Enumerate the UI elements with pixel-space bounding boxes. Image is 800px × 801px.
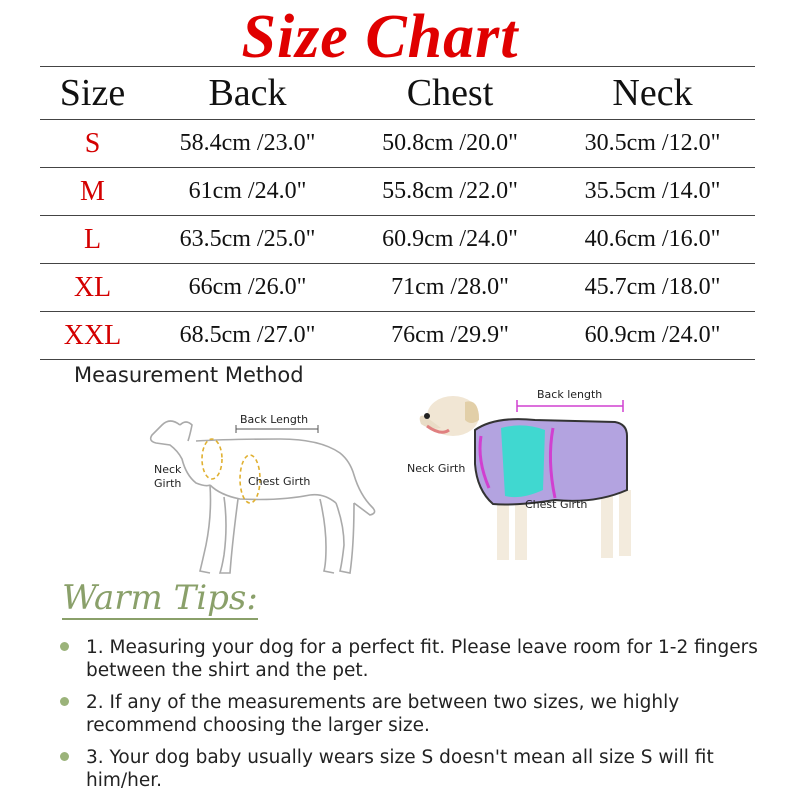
size-cell: XXL xyxy=(40,312,145,360)
neck-cell: 30.5cm /12.0" xyxy=(550,120,755,168)
header-size: Size xyxy=(40,67,145,120)
header-back: Back xyxy=(145,67,350,120)
neck-cell: 40.6cm /16.0" xyxy=(550,216,755,264)
neck-cell: 60.9cm /24.0" xyxy=(550,312,755,360)
table-row xyxy=(40,120,755,168)
neck-girth-mark xyxy=(202,439,222,479)
warm-tips-heading: Warm Tips: xyxy=(62,578,258,618)
table-row xyxy=(40,264,755,312)
dog-sketch-illustration xyxy=(140,395,390,585)
size-table xyxy=(40,66,755,360)
chest-cell: 55.8cm /22.0" xyxy=(350,168,550,216)
chest-cell: 60.9cm /24.0" xyxy=(350,216,550,264)
page-title: Size Chart xyxy=(241,3,519,71)
tip-text: 1. Measuring your dog for a perfect fit. Please leave room for 1-2 fingers between the shirt and the pet. xyxy=(86,637,758,681)
back-cell: 58.4cm /23.0" xyxy=(145,120,350,168)
size-cell: M xyxy=(40,168,145,216)
photo-neck-girth-label: Neck Girth xyxy=(407,462,466,475)
back-cell: 61cm /24.0" xyxy=(145,168,350,216)
dog-outline xyxy=(151,421,375,573)
neck-cell: 35.5cm /14.0" xyxy=(550,168,755,216)
list-item xyxy=(60,691,760,737)
list-item xyxy=(60,746,760,792)
bullet-icon xyxy=(60,752,69,761)
tips-list xyxy=(60,636,760,801)
list-item xyxy=(60,636,760,682)
table-row xyxy=(40,216,755,264)
chest-cell: 76cm /29.9" xyxy=(350,312,550,360)
back-cell: 68.5cm /27.0" xyxy=(145,312,350,360)
table-header-row xyxy=(40,67,755,120)
header-neck: Neck xyxy=(550,67,755,120)
back-cell: 66cm /26.0" xyxy=(145,264,350,312)
sketch-neck-label: Neck xyxy=(154,463,182,476)
table-row xyxy=(40,312,755,360)
measurement-method-title: Measurement Method xyxy=(74,363,304,387)
size-cell: S xyxy=(40,120,145,168)
neck-cell: 45.7cm /18.0" xyxy=(550,264,755,312)
header-chest: Chest xyxy=(350,67,550,120)
photo-back-length-label: Back length xyxy=(537,388,603,401)
tip-text: 3. Your dog baby usually wears size S doesn't mean all size S will fit him/her. xyxy=(86,747,714,791)
table-row xyxy=(40,168,755,216)
sketch-back-length-label: Back Length xyxy=(240,413,309,426)
photo-chest-girth-label: Chest Girth xyxy=(525,498,588,511)
chest-cell: 71cm /28.0" xyxy=(350,264,550,312)
chest-cell: 50.8cm /20.0" xyxy=(350,120,550,168)
dog-vest-photo xyxy=(405,380,660,580)
size-cell: XL xyxy=(40,264,145,312)
size-cell: L xyxy=(40,216,145,264)
sketch-chest-girth-label: Chest Girth xyxy=(248,475,311,488)
back-cell: 63.5cm /25.0" xyxy=(145,216,350,264)
bullet-icon xyxy=(60,697,69,706)
sketch-girth-label: Girth xyxy=(154,477,182,490)
vest-inner-panel xyxy=(501,425,545,497)
tip-text: 2. If any of the measurements are between two sizes, we highly recommend choosing the larger size. xyxy=(86,692,680,736)
bullet-icon xyxy=(60,642,69,651)
